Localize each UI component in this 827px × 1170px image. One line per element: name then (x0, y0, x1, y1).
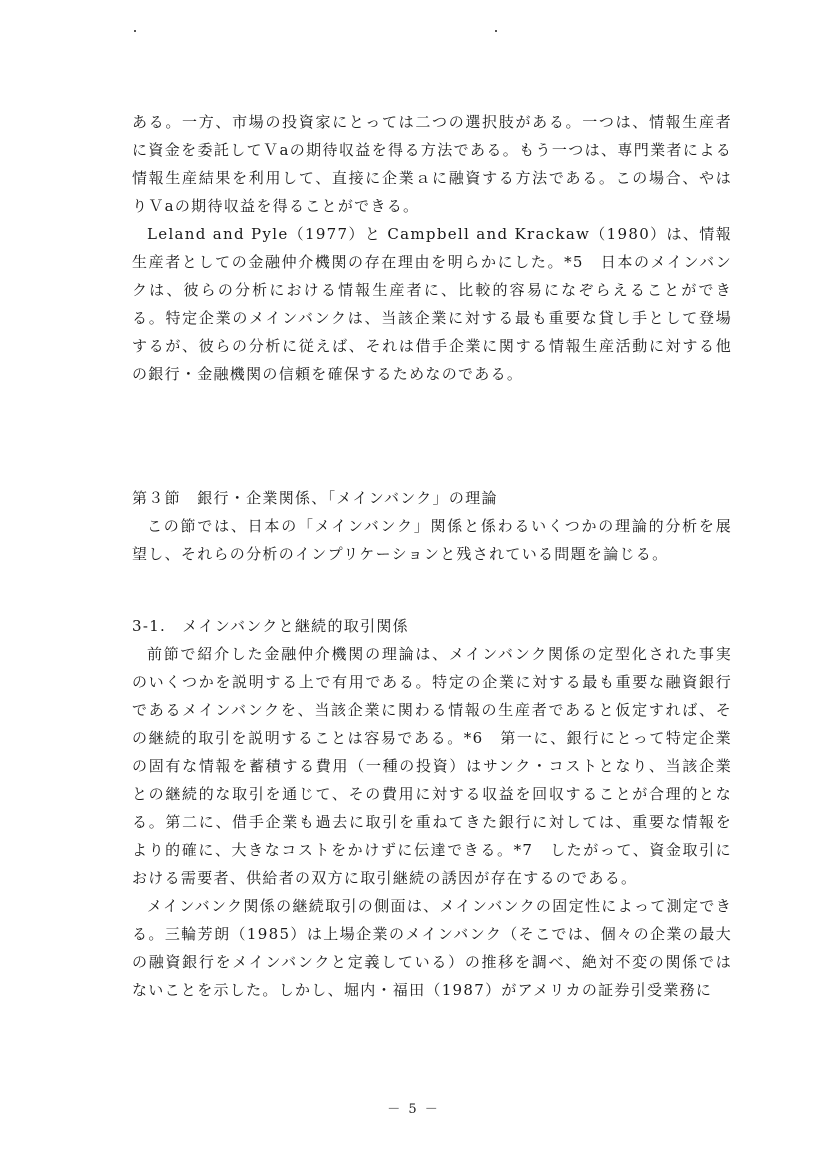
paragraph: メインバンク関係の継続取引の側面は、メインバンクの固定性によって測定できる。三輪芳朗（1985）は上場企業のメインバンク（そこでは、個々の企業の最大の融資銀行をメインバンクと定義している）の推移を調べ、絶対不変の関係ではないことを示した。しかし、堀内・福田（1987）がアメリカの証券引受業務に (132, 897, 732, 999)
scan-speck (134, 30, 136, 32)
paragraph: ある。一方、市場の投資家にとっては二つの選択肢がある。一つは、情報生産者に資金を委託してＶaの期待収益を得る方法である。もう一つは、専門業者による情報生産結果を利用して、直接に企業ａに融資する方法である。この場合、やはりＶaの期待収益を得ることができる。 (132, 113, 732, 215)
subsection-text-block (132, 640, 732, 1004)
intro-text-block (132, 108, 732, 388)
page-number: － 5 － (387, 1102, 440, 1117)
section-intro-block (132, 512, 732, 568)
paragraph: Leland and Pyle（1977）と Campbell and Krackaw（1980）は、情報生産者としての金融仲介機関の存在理由を明らかにした。*5 日本のメインバンクは、彼らの分析における情報生産者に、比較的容易になぞらえることができる。特定企業のメインバンクは、当該企業に対する最も重要な貸し手として登場するが、彼らの分析に従えば、それは借手企業に関する情報生産活動に対する他の銀行・金融機関の信頼を確保するためなのである。 (132, 225, 732, 383)
paragraph: この節では、日本の「メインバンク」関係と係わるいくつかの理論的分析を展望し、それらの分析のインプリケーションと残されている問題を論じる。 (132, 517, 732, 563)
section-heading: 第３節 銀行・企業関係、「メインバンク」の理論 (132, 489, 498, 507)
subsection-heading: 3-1. メインバンクと継続的取引関係 (132, 617, 409, 635)
paragraph: 前節で紹介した金融仲介機関の理論は、メインバンク関係の定型化された事実のいくつかを説明する上で有用である。特定の企業に対する最も重要な融資銀行であるメインバンクを、当該企業に関わる情報の生産者であると仮定すれば、その継続的取引を説明することは容易である。*6 第一に、銀行にとって特定企業の固有な情報を蓄積する費用（一種の投資）はサンク・コストとなり、当該企業との継続的な取引を通じて、その費用に対する収益を回収することが合理的となる。第二に、借手企業も過去に取引を重ねてきた銀行に対しては、重要な情報をより的確に、大きなコストをかけずに伝達できる。*7 したがって、資金取引における需要者、供給者の双方に取引継続の誘因が存在するのである。 (132, 645, 732, 887)
scan-speck (495, 30, 497, 32)
